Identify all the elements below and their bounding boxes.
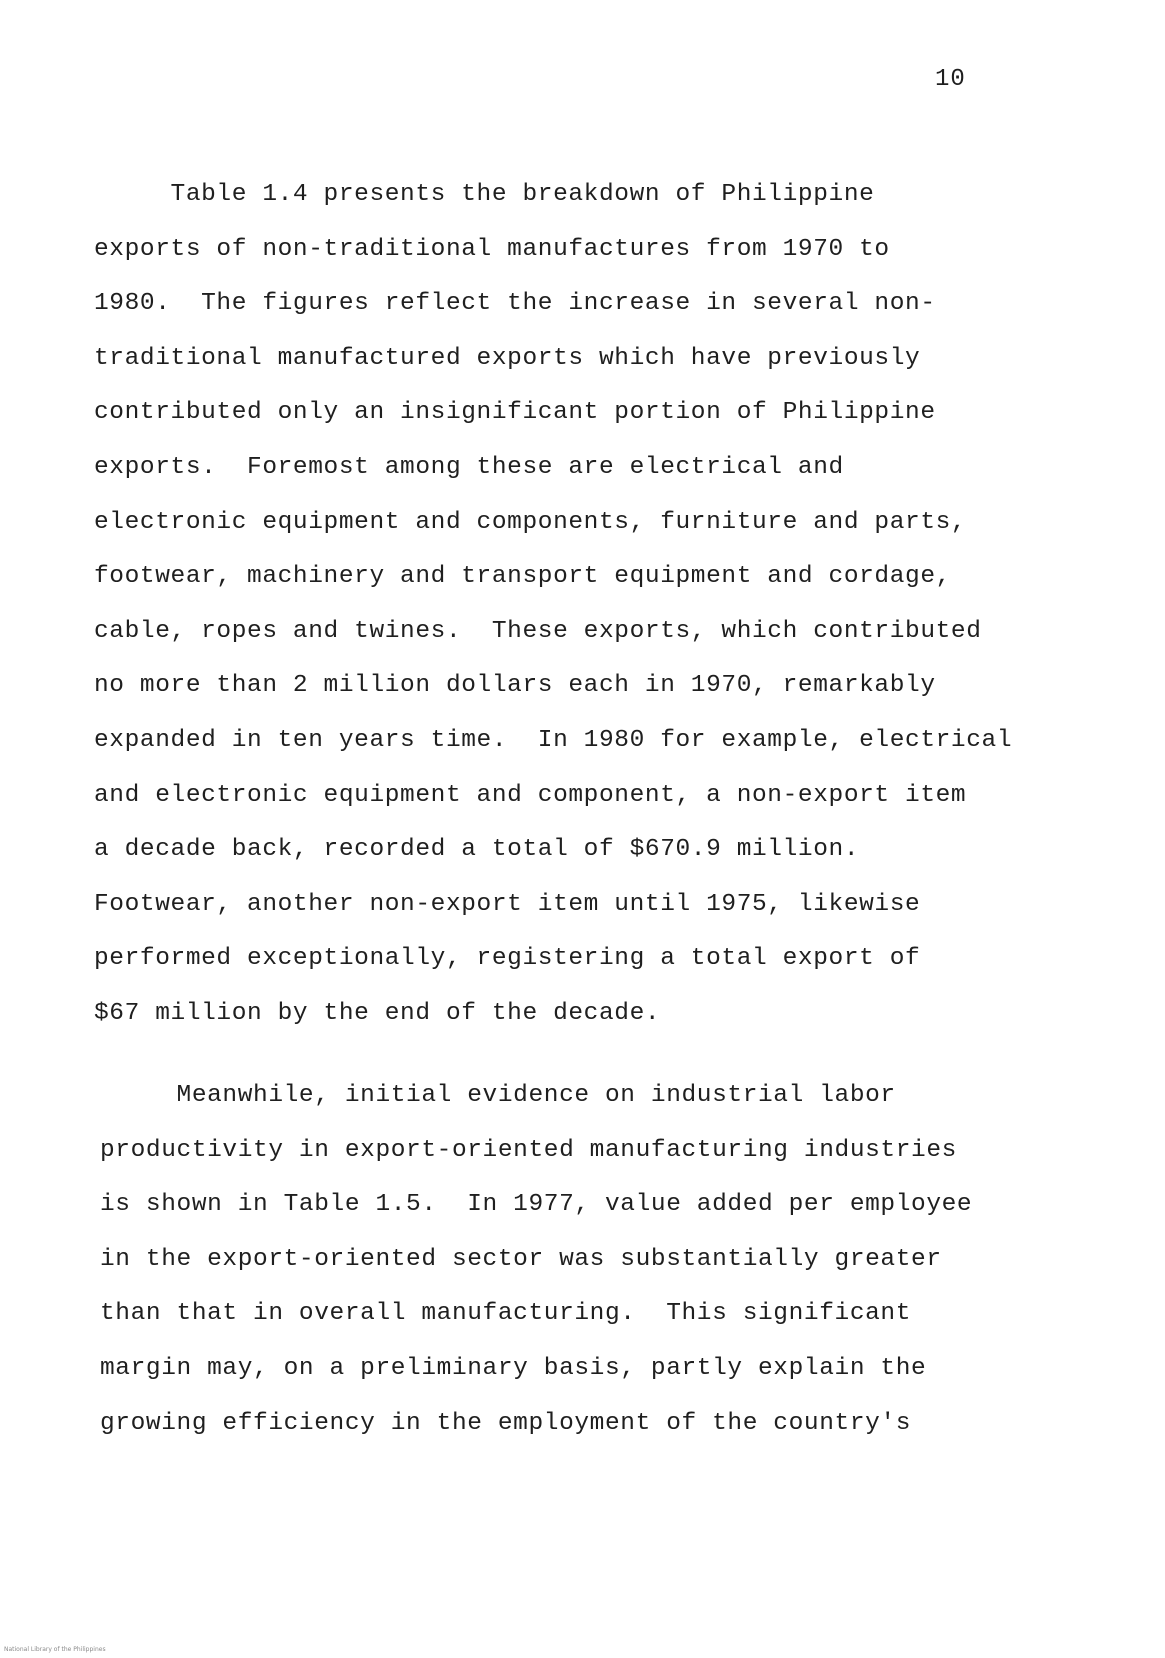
paragraph-exports — [94, 168, 1012, 1042]
text-line: in the export-oriented sector was substantially greater — [100, 1245, 942, 1273]
text-line: traditional manufactured exports which have previously — [94, 344, 921, 372]
text-line: footwear, machinery and transport equipment and cordage, — [94, 563, 951, 591]
text-line: no more than 2 million dollars each in 1970, remarkably — [94, 672, 936, 700]
text-line: productivity in export-oriented manufacturing industries — [100, 1136, 957, 1164]
text-line: performed exceptionally, registering a total export of — [94, 945, 921, 973]
text-line: 1980. The figures reflect the increase in several non- — [94, 290, 936, 318]
text-line: a decade back, recorded a total of $670.9 million. — [94, 836, 860, 864]
text-line: margin may, on a preliminary basis, partly explain the — [100, 1354, 927, 1382]
text-line: growing efficiency in the employment of the country's — [100, 1409, 912, 1437]
text-line: expanded in ten years time. In 1980 for example, electrical — [94, 726, 1013, 754]
text-line: exports. Foremost among these are electrical and — [94, 453, 844, 481]
text-line: Footwear, another non-export item until 1975, likewise — [94, 890, 921, 918]
text-line: is shown in Table 1.5. In 1977, value added per employee — [100, 1191, 973, 1219]
footer-watermark: National Library of the Philippines — [4, 1646, 106, 1653]
text-line: electronic equipment and components, furniture and parts, — [94, 508, 967, 536]
text-line: Meanwhile, initial evidence on industrial labor — [100, 1082, 896, 1109]
text-line: cable, ropes and twines. These exports, which contributed — [94, 617, 982, 645]
text-line: $67 million by the end of the decade. — [94, 999, 661, 1027]
paragraph-productivity — [100, 1069, 972, 1451]
text-line: Table 1.4 presents the breakdown of Philippine — [94, 181, 875, 208]
page-number: 10 — [935, 66, 966, 93]
text-line: than that in overall manufacturing. This significant — [100, 1300, 912, 1328]
text-line: contributed only an insignificant portion of Philippine — [94, 399, 936, 427]
text-line: and electronic equipment and component, a non-export item — [94, 781, 967, 809]
text-line: exports of non-traditional manufactures from 1970 to — [94, 235, 890, 263]
